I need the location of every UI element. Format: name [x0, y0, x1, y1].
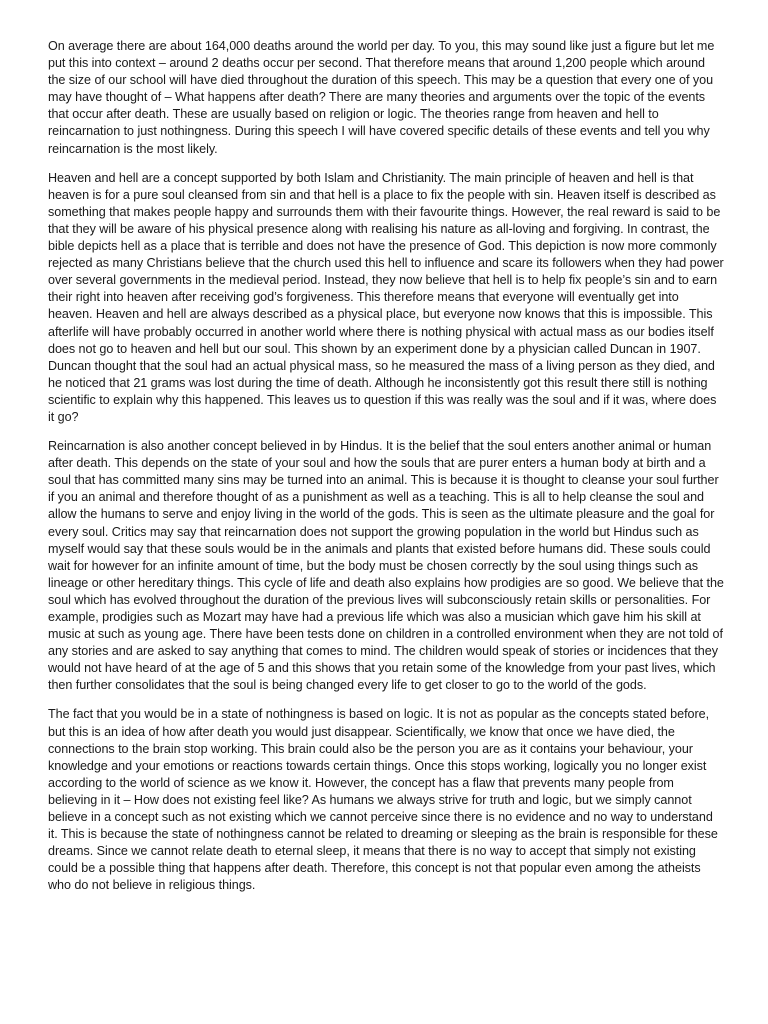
paragraph-introduction: On average there are about 164,000 deaths around the world per day. To you, this may sound like just a figure but let me put this into context – around 2 deaths occur per second. That therefore means that around 1,200 people which around the size of our school will have died throughout the duration of this speech. This may be a question that every one of you may have thought of – What happens after death? There are many theories and arguments over the topic of the events that occur after death. These are usually based on religion or logic. The theories range from heaven and hell to reincarnation to just nothingness. During this speech I will have covered specific details of these events and tell you why reincarnation is the most likely.: [48, 39, 715, 156]
paragraph-reincarnation: Reincarnation is also another concept believed in by Hindus. It is the belief that the soul enters another animal or human after death. This depends on the state of your soul and how the souls that are purer enters a human body at birth and a soul that has committed many sins may be turned into an animal. This is because it is thought to cleanse your soul further if you an animal and therefore thought of as a punishment as well as a teaching. This is all to help cleanse the soul and allow the humans to serve and enjoy living in the world of the gods. This is seen as the ultimate pleasure and the goal for every soul. Critics may say that reincarnation does not support the growing population in the world but Hindus such as myself would say that these souls would be in the animals and plants that existed before humans did. These souls could wait for however for an infinite amount of time, but the body must be chosen correctly by the soul using things such as lineage or other hereditary things. This cycle of life and death also explains how prodigies are so good. We believe that the soul which has evolved throughout the duration of the previous lives will subconsciously retain skills or personalities. For example, prodigies such as Mozart may have had a previous life which was also a musician which gave him his skill at music at such as young age. There have been tests done on children in a controlled environment when they are not told of any stories and are asked to say anything that comes to mind. The children would speak of stories or incidences that they would not have heard of at the age of 5 and this shows that you retain some of the knowledge from your past lives, which then further consolidates that the soul is being changed every life to get closer to go to the world of the gods.: [48, 439, 724, 693]
document-page: [48, 38, 724, 907]
paragraph-nothingness: The fact that you would be in a state of nothingness is based on logic. It is not as popular as the concepts stated before, but this is an idea of how after death you would just disappear. Scientifically, we know that once we have died, the connections to the brain stop working. This brain could also be the person you are as it contains your behaviour, your knowledge and your emotions or reactions towards certain things. Once this stops working, logically you no longer exist according to the world of science as we know it. However, the concept has a flaw that prevents many people from believing in it – How does not existing feel like? As humans we always strive for truth and logic, but we simply cannot believe in a concept such as not existing which we cannot perceive since there is no evidence and no way to understand it. This is because the state of nothingness cannot be related to dreaming or sleeping as the brain is responsible for these dreams. Since we cannot relate death to eternal sleep, it means that there is no way to accept that simply not existing could be a possible thing that happens after death. Therefore, this concept is not that popular even among the atheists who do not believe in religious things.: [48, 707, 718, 893]
paragraph-heaven-and-hell: Heaven and hell are a concept supported by both Islam and Christianity. The main principle of heaven and hell is that heaven is for a pure soul cleansed from sin and that hell is a place to fix the people with sin. Heaven itself is described as something that makes people happy and surrounds them with their favourite things. However, the real reward is said to be that they will be aware of his physical presence along with realising his nature as all-loving and forgiving. In contrast, the bible depicts hell as a place that is terrible and does not have the presence of God. This depiction is now more commonly rejected as many Christians believe that the church used this hell to influence and scare its followers when they had power over several governments in the medieval period. Instead, they now believe that hell is to help fix people’s sin and to earn their right into heaven after receiving god’s forgiveness. This therefore means that everyone will eventually get into heaven. Heaven and hell are always described as a physical place, but everyone now knows that this is impossible. This afterlife will have probably occurred in another world where there is nothing physical with actual mass as our bodies itself does not go to heaven and hell but our soul. This shown by an experiment done by a physician called Duncan in 1907. Duncan thought that the soul had an actual physical mass, so he measured the mass of a living person as they died, and he noticed that 21 grams was lost during the time of death. Although he inconsistently got this result there still is nothing scientific to explain why this happened. This leaves us to question if this was really was the soul and if it was, where does it go?: [48, 170, 724, 424]
